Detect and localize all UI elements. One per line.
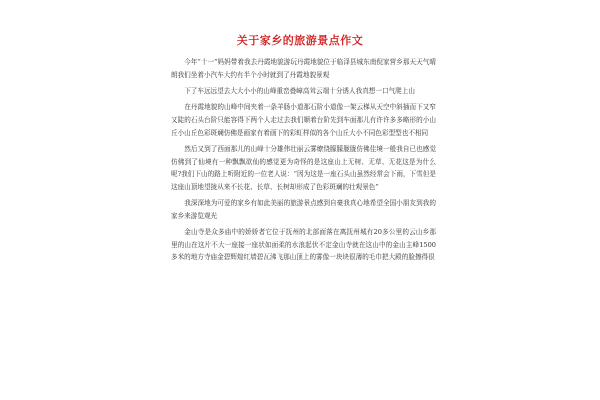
paragraph-2: 下了车远远望去大大小小的山峰重峦叠嶂高耸云端十分诱人我真想一口气爬上山 [184, 86, 415, 95]
document-title: 关于家乡的旅游景点作文 [236, 34, 364, 47]
paragraph-1: 今年“十一”妈妈带着我去丹霞地貌游玩丹霞地貌位于临泽县城东南倪家营乡那天天气晴朗我们坐着小汽车大约有半个小时就到了丹霞地貌景观 [171, 58, 436, 79]
paragraph-3: 在丹霞地貌的山峰中间夹着一条羊肠小道那石阶小道像一架云梯从天空中斜插而下又窄又陡的石头台阶只能容得下两个人走过去我们顺着台阶先到车面那儿有许许多多略形的小山丘小山丘色彩斑斓仿佛是画家有着画下的彩虹样似的各个山丘大小不同色彩型型也不相同 [171, 103, 436, 137]
paragraph-4: 然后又到了西面那儿的山峰十分雄伟壮丽云雾缭绕朦朦胧胧仿佛佳境一般我自已也感觉仿佛到了仙境有一种飘飘欲仙的感觉更为奇怪的是这座山上无树、无草、无花这是为什么呢?我们下山的路上听附近的一位老人说：“因为这是一座石头山虽然经常会下雨，下雪但是这座山顶地望拢从来不长花、长草、长树却形成了色彩斑斓的壮观景色” [171, 144, 436, 191]
paragraph-5: 我深深地为可爱的家乡有如此美丽的旅游景点感到自豪我真心地希望全国小朋友到我的家乡来游览观光 [171, 199, 436, 220]
paragraph-6: 金山寺是众多庙中的娇娇者它位于抚州的北部面落在离抚州城有20多公里的云山乡那里的山在这片不大一座接一座状如面柔的水浪起伏不定金山寺就在这山中的金山主峰1500多米的地方寺庙金碧辉煌红墙碧瓦沸飞那山顶上的雾像一块块很薄的毛巾把大殿的脸擦得很 [171, 228, 436, 262]
document-body [171, 56, 436, 264]
